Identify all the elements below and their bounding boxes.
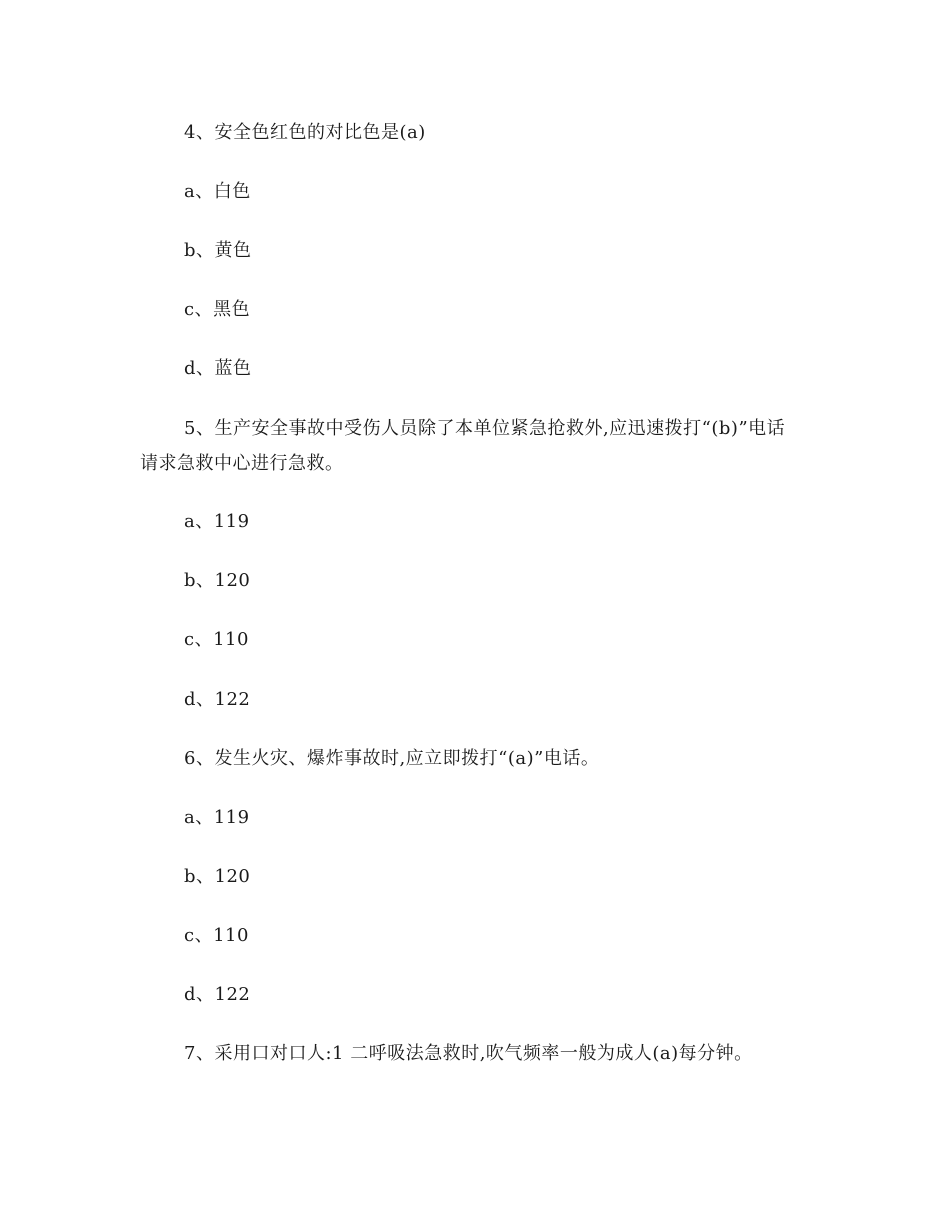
- question-5-prompt-line1: 5、生产安全事故中受伤人员除了本单位紧急抢救外,应迅速拨打“(b)”电话: [184, 418, 786, 439]
- question-6-option-d: d、122: [184, 984, 251, 1005]
- question-5-option-d: d、122: [184, 689, 251, 710]
- question-6-prompt: 6、发生火灾、爆炸事故时,应立即拨打“(a)”电话。: [184, 748, 600, 769]
- question-5-prompt-line2: 请求急救中心进行急救。: [140, 453, 344, 474]
- question-7-prompt: 7、采用口对口人:1 二呼吸法急救时,吹气频率一般为成人(a)每分钟。: [184, 1043, 753, 1064]
- question-6-option-b: b、120: [184, 866, 251, 887]
- question-4-option-a: a、白色: [184, 181, 251, 202]
- question-5-option-b: b、120: [184, 570, 251, 591]
- question-6-option-a: a、119: [184, 807, 250, 828]
- question-5-option-c: c、110: [184, 629, 249, 650]
- question-4-prompt: 4、安全色红色的对比色是(a): [184, 122, 426, 143]
- question-4-option-b: b、黄色: [184, 240, 252, 261]
- question-4-option-d: d、蓝色: [184, 358, 252, 379]
- question-6-option-c: c、110: [184, 925, 249, 946]
- question-5-option-a: a、119: [184, 511, 250, 532]
- question-4-option-c: c、黑色: [184, 299, 251, 320]
